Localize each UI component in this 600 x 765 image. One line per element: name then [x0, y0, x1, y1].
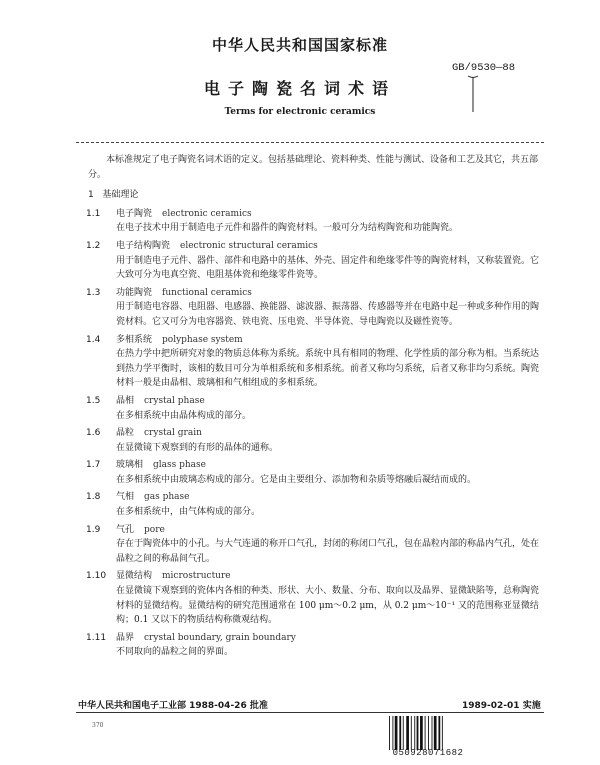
term-chinese: 功能陶瓷: [116, 287, 153, 298]
term-definition: 在多相系统中，由气体构成的部分。: [116, 507, 261, 518]
term-english: microstructure: [162, 571, 231, 582]
entry-number: 1.11: [86, 632, 107, 643]
term-entry: [88, 426, 542, 455]
term-english: crystal boundary, grain boundary: [144, 632, 296, 643]
term-english: crystal grain: [144, 428, 202, 439]
entry-number: 1.5: [86, 395, 101, 406]
term-chinese: 晶相: [116, 395, 135, 406]
section-heading: [88, 188, 542, 203]
term-chinese: 显微结构: [116, 571, 153, 582]
document-body: [88, 153, 542, 663]
header-divider: [76, 142, 544, 143]
term-definition: 在多相系统中由玻璃态构成的部分。它是由主要组分、添加物和杂质等熔融后凝结而成的。: [116, 474, 477, 485]
term-english: pore: [144, 524, 165, 535]
entry-number: 1.7: [86, 460, 101, 471]
term-chinese: 气相: [116, 492, 135, 503]
entry-number: 1.10: [86, 571, 107, 582]
issuing-authority-header: 中华人民共和国国家标准: [211, 36, 388, 54]
term-entry: [88, 333, 542, 391]
scope-paragraph: 本标准规定了电子陶瓷名词术语的定义。包括基础理论、瓷料种类、性能与测试、设备和工艺及其它，共五部分。: [88, 155, 539, 180]
entry-number: 1.8: [86, 492, 101, 503]
term-chinese: 晶粒: [116, 428, 135, 439]
term-entry: [88, 394, 542, 423]
term-english: electronic ceramics: [162, 208, 252, 219]
term-definition: 在电子技术中用于制造电子元件和器件的陶瓷材料。一般可分为结构陶瓷和功能陶瓷。: [116, 223, 459, 234]
term-english: functional ceramics: [162, 287, 252, 298]
entry-number: 1.2: [86, 240, 101, 251]
section-number: 1: [88, 190, 94, 201]
document-title-english: Terms for electronic ceramics: [224, 107, 376, 117]
term-entries: [88, 207, 542, 660]
implementation-date: 1989-02-01 实施: [462, 701, 541, 711]
term-english: crystal phase: [144, 395, 205, 406]
entry-number: 1.3: [86, 287, 101, 298]
barcode-image: [388, 716, 468, 750]
standard-mark-icon: [466, 74, 480, 114]
term-definition: 在多相系统中由晶体构成的部分。: [116, 410, 252, 421]
term-chinese: 电子陶瓷: [116, 208, 153, 219]
entry-number: 1.4: [86, 334, 101, 345]
document-title: 电子陶瓷名词术语: [203, 79, 396, 98]
term-entry: [88, 207, 542, 236]
term-chinese: 玻璃相: [116, 460, 144, 471]
entry-number: 1.9: [86, 524, 101, 535]
term-entry: [88, 239, 542, 283]
term-english: glass phase: [153, 460, 206, 471]
section-title: 基础理论: [102, 190, 139, 201]
footer-divider: [76, 712, 544, 713]
term-entry: [88, 569, 542, 627]
term-entry: [88, 523, 542, 567]
term-chinese: 电子结构陶瓷: [116, 240, 171, 251]
term-definition: 用于制造电子元件、器件、部件和电路中的基体、外壳、固定件和绝缘零件等的陶瓷材料，又称装置瓷。它大致可分为电真空瓷、电阻基体瓷和绝缘零件瓷等。: [116, 255, 540, 281]
term-definition: 在显微镜下观察到的瓷体内各相的种类、形状、大小、数量、分布、取向以及晶界、显微缺陷等，总称陶瓷材料的显微结构。显微结构的研究范围通常在 100 μm～0.2 μm，从 0.2 μm～10⁻¹ 又的范围称亚显微结构；0.1 又以下的物质结构称微观结构。: [116, 586, 540, 626]
entry-number: 1.6: [86, 428, 101, 439]
term-english: polyphase system: [162, 334, 243, 345]
entry-number: 1.1: [86, 208, 101, 219]
term-english: electronic structural ceramics: [180, 240, 318, 251]
term-definition: 存在于陶瓷体中的小孔。与大气连通的称开口气孔，封闭的称闭口气孔，包在晶粒内部的称晶内气孔，处在晶粒之间的称晶间气孔。: [116, 539, 540, 564]
term-definition: 在热力学中把所研究对象的物质总体称为系统。系统中具有相同的物理、化学性质的部分称为相。当系统达到热力学平衡时，该相的数目可分为单相系统和多相系统。前者又称均匀系统，后者又称非均匀系统。陶瓷材料一般是由晶相、玻璃相和气相组成的多相系统。: [116, 349, 540, 389]
term-chinese: 晶界: [116, 632, 135, 643]
term-chinese: 气孔: [116, 524, 135, 535]
term-entry: [88, 490, 542, 519]
term-definition: 用于制造电容器、电阻器、电感器、换能器、滤波器、振荡器、传感器等并在电路中起一种或多种作用的陶瓷材料。它又可分为电容器瓷、铁电瓷、压电瓷、半导体瓷、导电陶瓷以及磁性瓷等。: [116, 302, 540, 327]
term-definition: 在显微镜下观察到的有形的晶体的通称。: [116, 442, 279, 453]
term-entry: [88, 458, 542, 487]
barcode-number: 050928071682: [392, 748, 464, 758]
term-entry: [88, 286, 542, 330]
page-number: 370: [92, 722, 104, 729]
term-definition: 不同取向的晶粒之间的界面。: [116, 647, 234, 658]
term-entry: [88, 631, 542, 660]
term-english: gas phase: [144, 492, 190, 503]
approval-line: 中华人民共和国电子工业部 1988-04-26 批准: [78, 701, 268, 711]
standard-number: GB/9530—88: [452, 62, 516, 74]
term-chinese: 多相系统: [116, 334, 153, 345]
